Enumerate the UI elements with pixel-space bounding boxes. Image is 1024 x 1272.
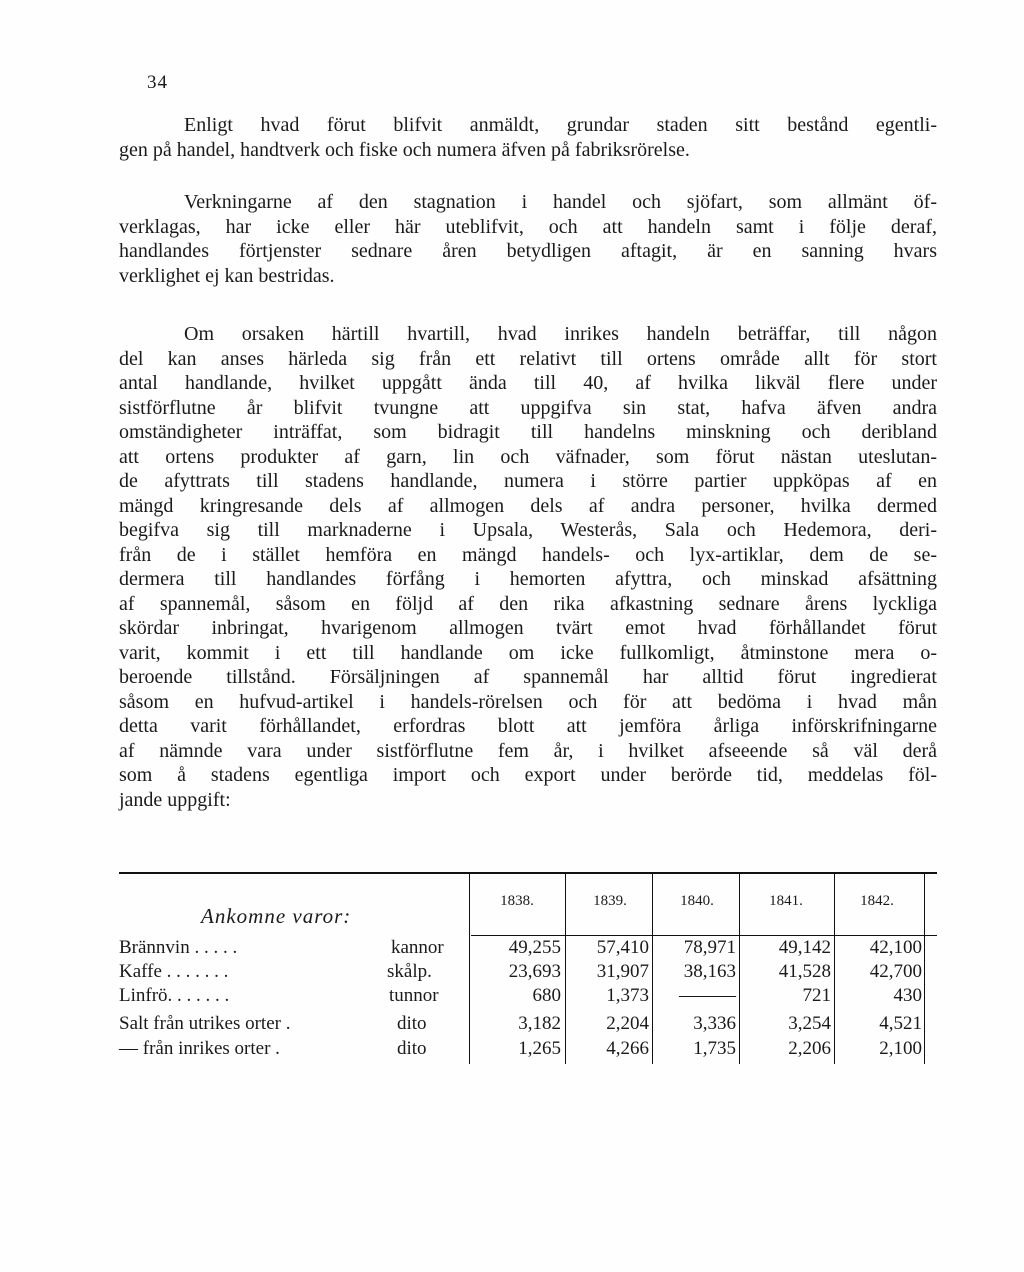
text-line: de afyttrats till stadens handlande, numera i större partier uppköpas af en: [119, 470, 937, 492]
table-cell: 3,254: [788, 1013, 831, 1034]
table-cell: 1,265: [518, 1038, 561, 1059]
text-line: skördar inbringat, hvarigenom allmogen tvärt emot hvad förhållandet förut: [119, 617, 937, 639]
table-top-rule: [119, 872, 937, 874]
text-line: mängd kringresande dels af allmogen dels af andra personer, hvilka dermed: [119, 494, 937, 517]
table-cell: 680: [532, 985, 561, 1006]
paragraph-3: [119, 322, 937, 812]
year-header: 1842.: [860, 893, 894, 909]
text-line: gen på handel, handtverk och fiske och numera äfven på fabriksrörelse.: [119, 138, 690, 161]
row-unit: dito: [397, 1013, 427, 1034]
row-unit: dito: [397, 1038, 427, 1059]
year-header: 1840.: [680, 893, 714, 909]
text-line: begifva sig till marknaderne i Upsala, Westerås, Sala och Hedemora, deri-: [119, 519, 937, 541]
table-cell: 38,163: [683, 961, 736, 982]
table-cell: 3,182: [518, 1013, 561, 1034]
table-cell: 1,373: [606, 985, 649, 1006]
table-cell: 23,693: [508, 961, 561, 982]
text-line: dermera till handlandes förfång i hemorten afyttra, och minskad afsättning: [119, 568, 937, 590]
table-cell: ———: [679, 985, 736, 1006]
table-cell: 4,521: [879, 1013, 922, 1034]
table-cell: 57,410: [596, 937, 649, 958]
table-cell: 3,336: [693, 1013, 736, 1034]
text-line: Enligt hvad förut blifvit anmäldt, grundar staden sitt bestånd egentli-: [184, 114, 937, 136]
table-cell: 49,255: [508, 937, 561, 958]
table-cell: 2,206: [788, 1038, 831, 1059]
row-unit: kannor: [391, 937, 444, 958]
table-cell: 31,907: [596, 961, 649, 982]
row-unit: tunnor: [389, 985, 439, 1006]
table-cell: 78,971: [683, 937, 736, 958]
text-line: omständigheter inträffat, som bidragit till handelns minskning och deribland: [119, 421, 937, 443]
text-line: verklagas, har icke eller här uteblifvit, och att handeln samt i följe deraf,: [119, 215, 937, 238]
column-divider: [469, 874, 470, 1064]
page-number: 34: [147, 72, 168, 93]
table-cell: 49,142: [778, 937, 831, 958]
column-divider: [924, 874, 925, 1064]
paragraph-2: [119, 190, 937, 288]
text-line: beroende tillstånd. Försäljningen af spannemål har alltid förut ingredierat: [119, 666, 937, 688]
paragraph-1: [119, 113, 937, 162]
text-line: verklighet ej kan bestridas.: [119, 264, 335, 287]
text-line: som å stadens egentliga import och export under berörde tid, meddelas föl-: [119, 764, 937, 786]
text-line: af spannemål, såsom en följd af den rika afkastning sednare årens lyckliga: [119, 592, 937, 615]
table-cell: 42,700: [869, 961, 922, 982]
table-cell: 2,100: [879, 1038, 922, 1059]
text-line: varit, kommit i ett till handlande om icke fullkomligt, åtminstone mera o-: [119, 641, 937, 664]
text-line: antal handlande, hvilket uppgått ända till 40, af hvilka likväl flere under: [119, 372, 937, 394]
year-header: 1841.: [769, 893, 803, 909]
year-header: 1839.: [593, 893, 627, 909]
table-cell: 4,266: [606, 1038, 649, 1059]
text-line: Verkningarne af den stagnation i handel och sjöfart, som allmänt öf-: [184, 191, 937, 213]
row-label: Salt från utrikes orter .: [119, 1013, 291, 1034]
table-cell: 721: [802, 985, 831, 1006]
table-title: Ankomne varor:: [201, 904, 352, 928]
table-cell: 430: [893, 985, 922, 1006]
table-cell: 1,735: [693, 1038, 736, 1059]
row-label: Brännvin . . . . .: [119, 937, 238, 958]
text-line: såsom en hufvud-artikel i handels-rörelsen och för att bedöma i hvad mån: [119, 690, 937, 713]
text-line: af nämnde vara under sistförflutne fem år, i hvilket afseeende så väl derå: [119, 739, 937, 762]
table-cell: 42,100: [869, 937, 922, 958]
table-header-rule: [471, 935, 937, 936]
table-cell: 2,204: [606, 1013, 649, 1034]
table-cell: 41,528: [778, 961, 831, 982]
row-label: Linfrö. . . . . . .: [119, 985, 230, 1006]
text-line: att ortens produkter af garn, lin och väfnader, som förut nästan uteslutan-: [119, 445, 937, 468]
text-line: från de i stället hemföra en mängd handels- och lyx-artiklar, dem de se-: [119, 543, 937, 566]
row-label: — från inrikes orter .: [119, 1038, 280, 1059]
year-header: 1838.: [500, 893, 534, 909]
text-line: detta varit förhållandet, erfordras blott att jemföra årliga införskrifningarne: [119, 715, 937, 737]
row-unit: skålp.: [387, 961, 432, 982]
text-line: jande uppgift:: [119, 788, 231, 811]
text-line: sistförflutne år blifvit tvungne att uppgifva sin stat, hafva äfven andra: [119, 396, 937, 419]
text-line: handlandes förtjenster sednare åren betydligen aftagit, är en sanning hvars: [119, 240, 937, 262]
row-label: Kaffe . . . . . . .: [119, 961, 229, 982]
text-line: Om orsaken härtill hvartill, hvad inrikes handeln beträffar, till någon: [184, 323, 937, 345]
text-line: del kan anses härleda sig från ett relativt till ortens område allt för stort: [119, 347, 937, 370]
